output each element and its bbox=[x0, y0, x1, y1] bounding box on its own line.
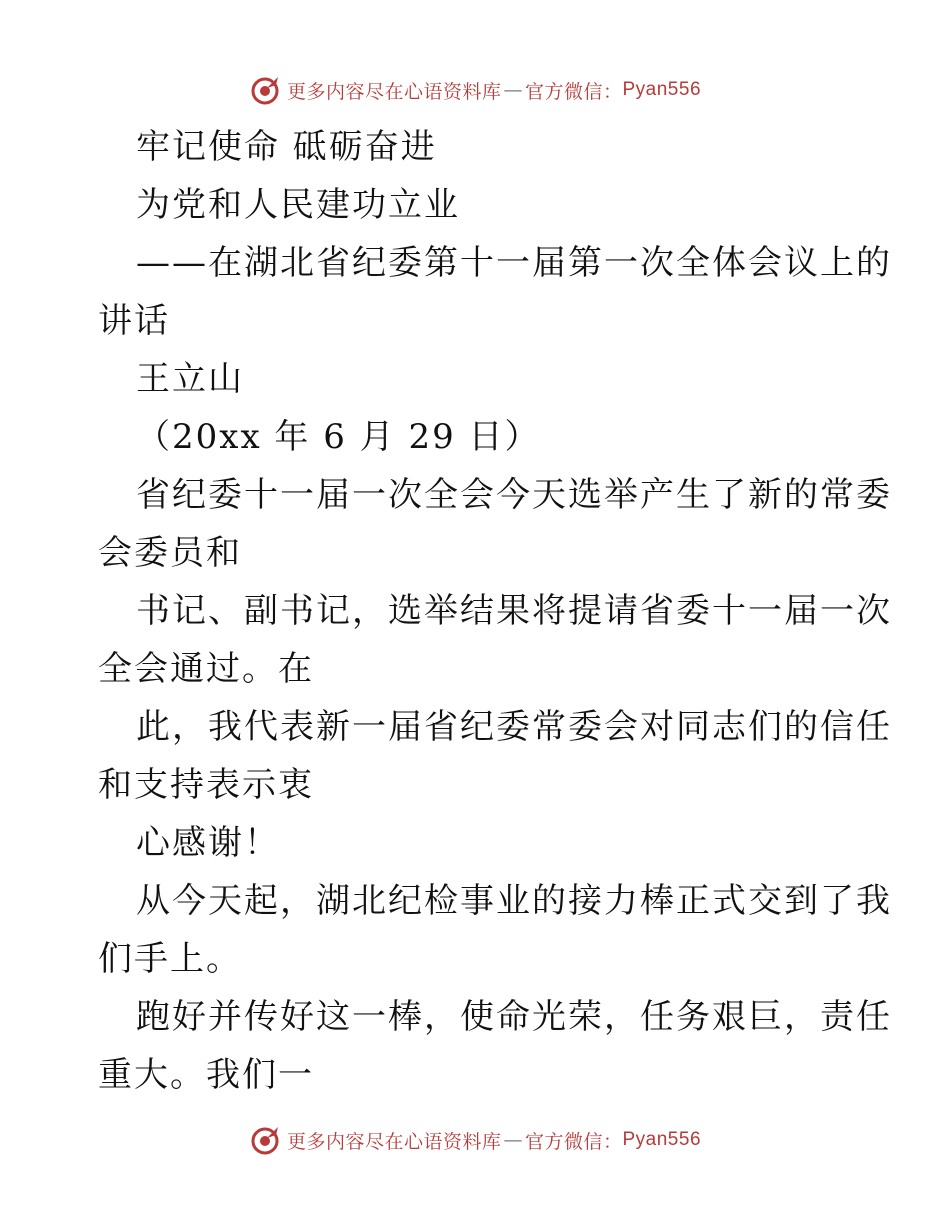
doc-text-line: 书记、副书记，选举结果将提请省委十一届一次 bbox=[136, 591, 892, 631]
doc-text-line: 和支持表示衷 bbox=[98, 765, 314, 805]
document-body bbox=[98, 118, 892, 1104]
watermark-official-text: 官方微信： bbox=[524, 80, 623, 103]
doc-text-line: 省纪委十一届一次全会今天选举产生了新的常委 bbox=[136, 475, 892, 515]
doc-title-line-2: 为党和人民建功立业 bbox=[136, 185, 460, 225]
quill-logo-icon bbox=[249, 74, 281, 106]
watermark-separator: — bbox=[503, 79, 523, 101]
doc-text-line: 跑好并传好这一棒，使命光荣，任务艰巨，责任 bbox=[136, 997, 892, 1037]
header-watermark bbox=[0, 70, 950, 110]
doc-author: 王立山 bbox=[136, 359, 244, 399]
doc-title-line-1: 牢记使命 砥砺奋进 bbox=[136, 127, 437, 167]
doc-text-line: 从今天起，湖北纪检事业的接力棒正式交到了我 bbox=[136, 881, 892, 921]
footer-watermark bbox=[0, 1120, 950, 1160]
watermark-site-text: 更多内容尽在心语资料库 bbox=[286, 80, 502, 103]
watermark-site-text: 更多内容尽在心语资料库 bbox=[286, 1130, 502, 1153]
quill-logo-icon bbox=[249, 1124, 281, 1156]
doc-text-line: 们手上。 bbox=[98, 939, 242, 979]
doc-text-line: 重大。我们一 bbox=[98, 1055, 314, 1095]
watermark-separator: — bbox=[503, 1129, 523, 1151]
doc-subtitle-line-2: 讲话 bbox=[98, 301, 170, 341]
watermark-official-text: 官方微信： bbox=[524, 1130, 623, 1153]
doc-subtitle-line-1: ——在湖北省纪委第十一届第一次全体会议上的 bbox=[136, 243, 892, 283]
doc-date: （20xx 年 6 月 29 日） bbox=[136, 417, 541, 457]
doc-text-line: 会委员和 bbox=[98, 533, 242, 573]
watermark-handle: Pyan556 bbox=[622, 79, 702, 100]
watermark-handle: Pyan556 bbox=[622, 1129, 702, 1150]
doc-text-line: 心感谢！ bbox=[136, 823, 280, 863]
doc-text-line: 此，我代表新一届省纪委常委会对同志们的信任 bbox=[136, 707, 892, 747]
doc-text-line: 全会通过。在 bbox=[98, 649, 314, 689]
